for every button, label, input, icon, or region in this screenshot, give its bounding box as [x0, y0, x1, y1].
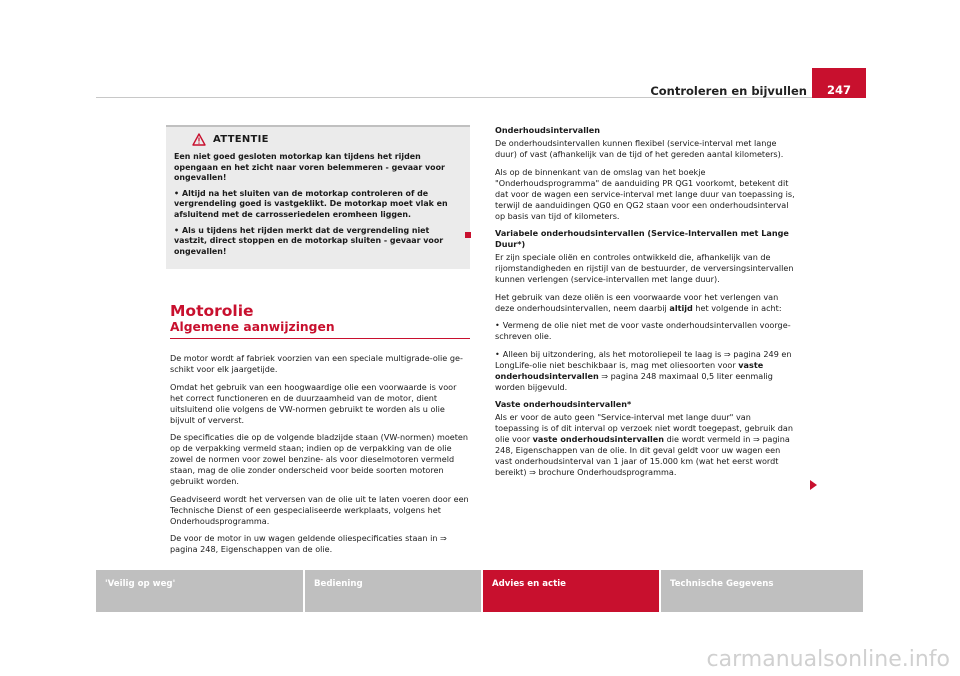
continue-arrow-icon	[810, 480, 817, 490]
bullet-item: • Alleen bij uitzondering, als het motoroliepeil te laag is ⇒ pagina 249 en LongLife-olie niet beschikbaar is, mag met oliesoorten voor vaste onderhoudsintervallen ⇒ pagina 248 maximaal 0,5 liter eenmalig worden bijgevuld.	[495, 348, 792, 392]
variable-intervals-heading: Variabele onderhoudsintervallen (Service-Intervallen met Lange Duur*)	[495, 228, 789, 249]
section-title: Motorolie	[170, 302, 254, 321]
bullet-icon: •	[495, 348, 500, 359]
warning-end-marker-icon	[465, 232, 471, 238]
body-paragraph: Als op de binnenkant van de omslag van het boekje "Onderhoudsprogramma" de aanduiding PR QG1 voorkomt, betekent dit dat voor de wagen een service-interval met lange duur van toepassing is, terwijl de aanduidingen QG0 en QG2 staan voor een onderhoudsinterval op basis van tijd of kilometers.	[495, 166, 795, 221]
footer-tab-advies-en-actie[interactable]: Advies en actie	[483, 570, 659, 612]
left-column	[170, 125, 470, 562]
body-paragraph: Geadviseerd wordt het verversen van de olie uit te laten voeren door een Technische Dienst of een gespecialiseerde werkplaats, volgens het Onderhoudsprogramma.	[170, 493, 469, 526]
fixed-intervals-heading: Vaste onderhoudsintervallen*	[495, 399, 632, 409]
bullet-item: • Vermeng de olie niet met de voor vaste onderhoudsintervallen voorgeschreven olie.	[495, 320, 791, 341]
page-number: 247	[812, 68, 866, 98]
warning-title: ATTENTIE	[213, 134, 269, 145]
footer-tab-veilig-op-weg[interactable]: 'Veilig op weg'	[96, 570, 303, 612]
bullet-icon: •	[174, 225, 180, 235]
warning-bullet-item: • Als u tijdens het rijden merkt dat de vergrendeling niet vastzit, direct stoppen en de motorkap sluiten - gevaar voor ongevallen!	[174, 225, 444, 256]
body-paragraph: Omdat het gebruik van een hoogwaardige olie een voorwaarde is voor het correct functioneren en de duurzaamheid van de motor, dient uitsluitend olie volgens de VW-normen gebruikt te worden als u olie bijvult of ververst.	[170, 381, 457, 425]
warning-box	[166, 125, 470, 269]
body-paragraph: Het gebruik van deze oliën is een voorwaarde voor het verlengen van deze onderhoudsintervallen, neem daarbij altijd het volgende in acht:	[495, 291, 782, 313]
bullet-icon: •	[495, 320, 500, 330]
footer-tab-bediening[interactable]: Bediening	[305, 570, 481, 612]
body-paragraph: Als er voor de auto geen "Service-interval met lange duur" van toepassing is of dit interval op verzoek niet wordt toegepast, gebruik dan olie voor vaste onderhoudsintervallen die wordt vermeld in ⇒ pagina 248, Eigenschappen van de olie. In dit geval geldt voor uw wagen een vast onderhoudsinterval van 1 jaar of 15.000 km (wat het eerst wordt bereikt) ⇒ brochure Onderhoudsprogramma.	[495, 412, 793, 477]
body-paragraph: Er zijn speciale oliën en controles ontwikkeld die, afhankelijk van de rijomstandigheden en rijstijl van de bestuurder, de verversingsintervallen kunnen verlengen (service-intervallen met lange duur).	[495, 252, 794, 284]
body-paragraph: De onderhoudsintervallen kunnen flexibel (service-interval met lange duur) of vast (afhankelijk van de tijd of het gereden aantal kilometers).	[495, 138, 784, 159]
subsection-title: Algemene aanwijzingen	[170, 320, 470, 339]
bullet-icon: •	[174, 188, 180, 198]
body-paragraph: De motor wordt af fabriek voorzien van een speciale multigrade-olie geschikt voor elk jaargetijde.	[170, 353, 463, 375]
body-paragraph: De voor de motor in uw wagen geldende oliespecificaties staan in ⇒ pagina 248, Eigenschappen van de olie.	[170, 533, 447, 555]
maintenance-intervals-heading: Onderhoudsintervallen	[495, 125, 601, 135]
footer-nav	[96, 570, 865, 612]
watermark: carmanualsonline.info	[706, 647, 950, 672]
warning-triangle-icon	[192, 133, 206, 146]
warning-bullet-item: • Altijd na het sluiten van de motorkap controleren of de vergrendeling goed is vastgeklikt. De motorkap moet vlak en afsluitend met de carrosseriedelen eromheen liggen.	[174, 188, 448, 219]
right-column	[495, 125, 795, 485]
footer-tab-technische-gegevens[interactable]: Technische Gegevens	[661, 570, 863, 612]
body-paragraph: De specificaties die op de volgende bladzijde staan (VW-normen) moeten op de verpakking vermeld staan; indien op de verpakking van de olie zowel de normen voor zowel benzine- als voor dieselmotoren vermeld staan, mag de olie zonder onderscheid voor beide soorten motoren gebruikt worden.	[170, 432, 469, 487]
page-header-title: Controleren en bijvullen	[650, 84, 807, 98]
warning-header	[192, 133, 462, 146]
warning-text: Een niet goed gesloten motorkap kan tijdens het rijden opengaan en het zicht naar voren belemmeren - gevaar voor ongevallen!	[174, 152, 445, 183]
